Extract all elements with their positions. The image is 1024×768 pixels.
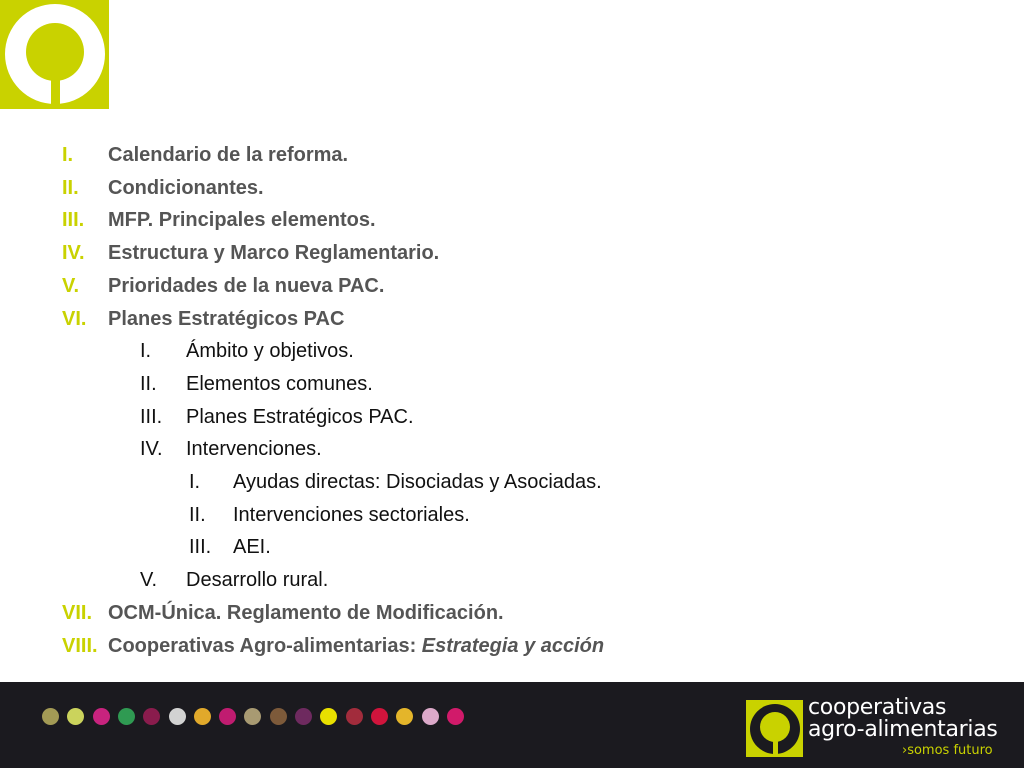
outline-item-label: Prioridades de la nueva PAC. (108, 275, 385, 297)
outline-item-text (108, 271, 384, 301)
brand-slogan: ›somos futuro (902, 743, 993, 758)
outline-item-text (186, 434, 322, 464)
outline-item-label: Ayudas directas: Disociadas y Asociadas. (233, 471, 602, 493)
outline-item-number: III. (189, 536, 212, 558)
color-dot (143, 708, 160, 725)
color-dot (42, 708, 59, 725)
outline-item-label: Planes Estratégicos PAC. (186, 406, 414, 428)
outline-item-text (233, 532, 271, 562)
color-dot (396, 708, 413, 725)
outline-item-text (108, 238, 439, 268)
outline-item-number: VII. (62, 602, 93, 624)
outline-item-number: III. (140, 406, 163, 428)
outline-item-number: I. (189, 471, 201, 493)
outline-item-number: II. (140, 373, 157, 395)
color-dot (447, 708, 464, 725)
outline-item-number: IV. (62, 242, 85, 264)
outline-item-label: Cooperativas Agro-alimentarias: (108, 635, 422, 657)
outline-item-text (186, 565, 328, 595)
outline-item-label: Intervenciones sectoriales. (233, 504, 470, 526)
outline-item-label: Calendario de la reforma. (108, 144, 349, 166)
outline-item-emphasis: Estrategia y acción (421, 635, 605, 657)
outline-item-number: V. (140, 569, 158, 591)
outline-item-text (108, 140, 348, 170)
outline-item-number: II. (189, 504, 206, 526)
outline-item-text (186, 336, 354, 366)
color-dot (244, 708, 261, 725)
outline-item-label: Desarrollo rural. (186, 569, 329, 591)
outline-item-number: VIII. (62, 635, 98, 657)
outline-item-number: VI. (62, 308, 87, 330)
brand-logo-icon (746, 700, 803, 757)
outline-item-text (108, 304, 344, 334)
color-dot (67, 708, 84, 725)
outline-item-text (233, 467, 602, 497)
color-dot (295, 708, 312, 725)
outline-item-label: Ámbito y objetivos. (186, 340, 354, 362)
color-dot (93, 708, 110, 725)
outline-item-text (108, 205, 376, 235)
outline-item-text (108, 598, 504, 628)
outline-item-label: OCM-Única. Reglamento de Modificación. (108, 602, 504, 624)
outline-item-label: Condicionantes. (108, 177, 264, 199)
outline-item-label: Intervenciones. (186, 438, 322, 460)
color-dot (118, 708, 135, 725)
color-dot (371, 708, 388, 725)
cooperativas-tree-logo-icon (0, 0, 109, 109)
outline-item-text (108, 173, 264, 203)
footer-bar (0, 682, 1024, 768)
outline-item-label: Estructura y Marco Reglamentario. (108, 242, 440, 264)
outline-item-label: AEI. (233, 536, 271, 558)
color-dot (169, 708, 186, 725)
outline-item-label: Planes Estratégicos PAC (108, 308, 345, 330)
outline-item-number: I. (140, 340, 152, 362)
color-dot (346, 708, 363, 725)
logo (0, 0, 109, 109)
outline-item-number: V. (62, 275, 80, 297)
outline-item-number: II. (62, 177, 79, 199)
color-dot (320, 708, 337, 725)
outline-item-text (108, 631, 604, 661)
outline-item-number: III. (62, 209, 85, 231)
color-dot (194, 708, 211, 725)
outline-item-text (233, 500, 470, 530)
brand-name-line2: agro-alimentarias (808, 717, 998, 742)
outline-item-text (186, 402, 414, 432)
outline-item-number: I. (62, 144, 74, 166)
outline-item-text (186, 369, 373, 399)
color-dot (219, 708, 236, 725)
outline-item-label: Elementos comunes. (186, 373, 373, 395)
color-dot (270, 708, 287, 725)
color-dot (422, 708, 439, 725)
brand-name-line1: cooperativas (808, 695, 947, 720)
outline-item-number: IV. (140, 438, 163, 460)
outline-item-label: MFP. Principales elementos. (108, 209, 376, 231)
